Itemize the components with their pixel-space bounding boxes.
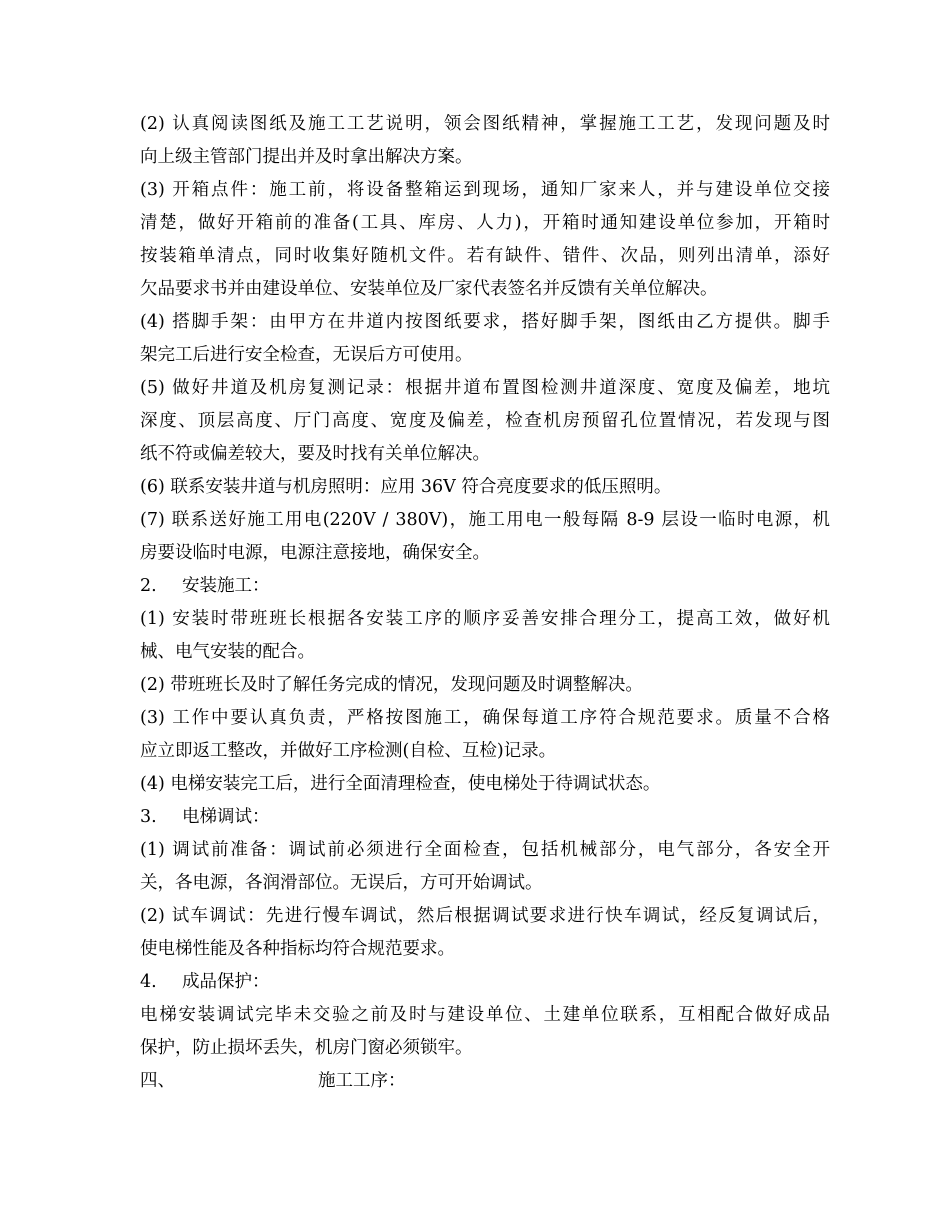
paragraph-line: 向上级主管部门提出并及时拿出解决方案。 [140,147,473,167]
paragraph-line: (6) 联系安装井道与机房照明：应用 36V 符合亮度要求的低压照明。 [140,477,672,497]
paragraph-line: (3) 工作中要认真负责，严格按图施工，确保每道工序符合规范要求。质量不合格 [140,708,830,728]
section-heading [140,570,830,603]
paragraph-line: (3) 开箱点件：施工前，将设备整箱运到现场，通知厂家来人，并与建设单位交接 [140,180,830,200]
section-title: 电梯调试： [182,807,270,827]
section-number: 4. [140,972,157,992]
paragraph-line: (2) 试车调试：先进行慢车调试，然后根据调试要求进行快车调试，经反复调试后， [140,906,830,926]
paragraph-line: 清楚，做好开箱前的准备(工具、库房、人力)，开箱时通知建设单位参加，开箱时 [140,213,830,233]
paragraph-line: 使电梯性能及各种指标均符合规范要求。 [140,939,455,959]
section-number: 2. [140,576,157,596]
paragraph-line: 按装箱单清点，同时收集好随机文件。若有缺件、错件、次品，则列出清单，添好 [140,246,830,266]
section-heading [140,801,830,834]
paragraph-line: 应立即返工整改，并做好工序检测(自检、互检)记录。 [140,741,557,761]
paragraph-line: 关，各电源，各润滑部位。无误后，方可开始调试。 [140,873,543,893]
paragraph-line: 深度、顶层高度、厅门高度、宽度及偏差，检查机房预留孔位置情况，若发现与图 [140,411,830,431]
paragraph-line: (7) 联系送好施工用电(220V / 380V)，施工用电一般每隔 8-9 层设一临时电源，机 [140,510,830,530]
paragraph-line: (1) 安装时带班班长根据各安装工序的顺序妥善安排合理分工，提高工效，做好机 [140,609,830,629]
paragraph-line: (2) 认真阅读图纸及施工工艺说明，领会图纸精神，掌握施工工艺，发现问题及时 [140,114,830,134]
paragraph-line: 欠品要求书并由建设单位、安装单位及厂家代表签名并反馈有关单位解决。 [140,279,718,299]
section-number: 3. [140,807,157,827]
paragraph-line: (1) 调试前准备：调试前必须进行全面检查，包括机械部分，电气部分，各安全开 [140,840,830,860]
section-title: 安装施工： [182,576,270,596]
paragraph-line: 械、电气安装的配合。 [140,642,315,662]
paragraph-line: (4) 搭脚手架：由甲方在井道内按图纸要求，搭好脚手架，图纸由乙方提供。脚手 [140,312,830,332]
section-title: 成品保护： [182,972,270,992]
paragraph-line: 保护，防止损坏丢失，机房门窗必须锁牢。 [140,1038,473,1058]
paragraph-line: (5) 做好井道及机房复测记录：根据井道布置图检测井道深度、宽度及偏差，地坑 [140,378,830,398]
paragraph-line: (2) 带班班长及时了解任务完成的情况，发现问题及时调整解决。 [140,675,643,695]
paragraph-line: (4) 电梯安装完工后，进行全面清理检查，使电梯处于待调试状态。 [140,774,661,794]
document-page [140,108,830,1098]
chapter-heading [140,1065,830,1098]
chapter-title: 施工工序： [318,1071,406,1091]
paragraph-line: 架完工后进行安全检查，无误后方可使用。 [140,345,473,365]
paragraph-line: 电梯安装调试完毕未交验之前及时与建设单位、土建单位联系，互相配合做好成品 [140,1005,830,1025]
paragraph-line: 房要设临时电源，电源注意接地，确保安全。 [140,543,490,563]
paragraph-line: 纸不符或偏差较大，要及时找有关单位解决。 [140,444,490,464]
section-heading [140,966,830,999]
chapter-number: 四、 [140,1071,175,1091]
